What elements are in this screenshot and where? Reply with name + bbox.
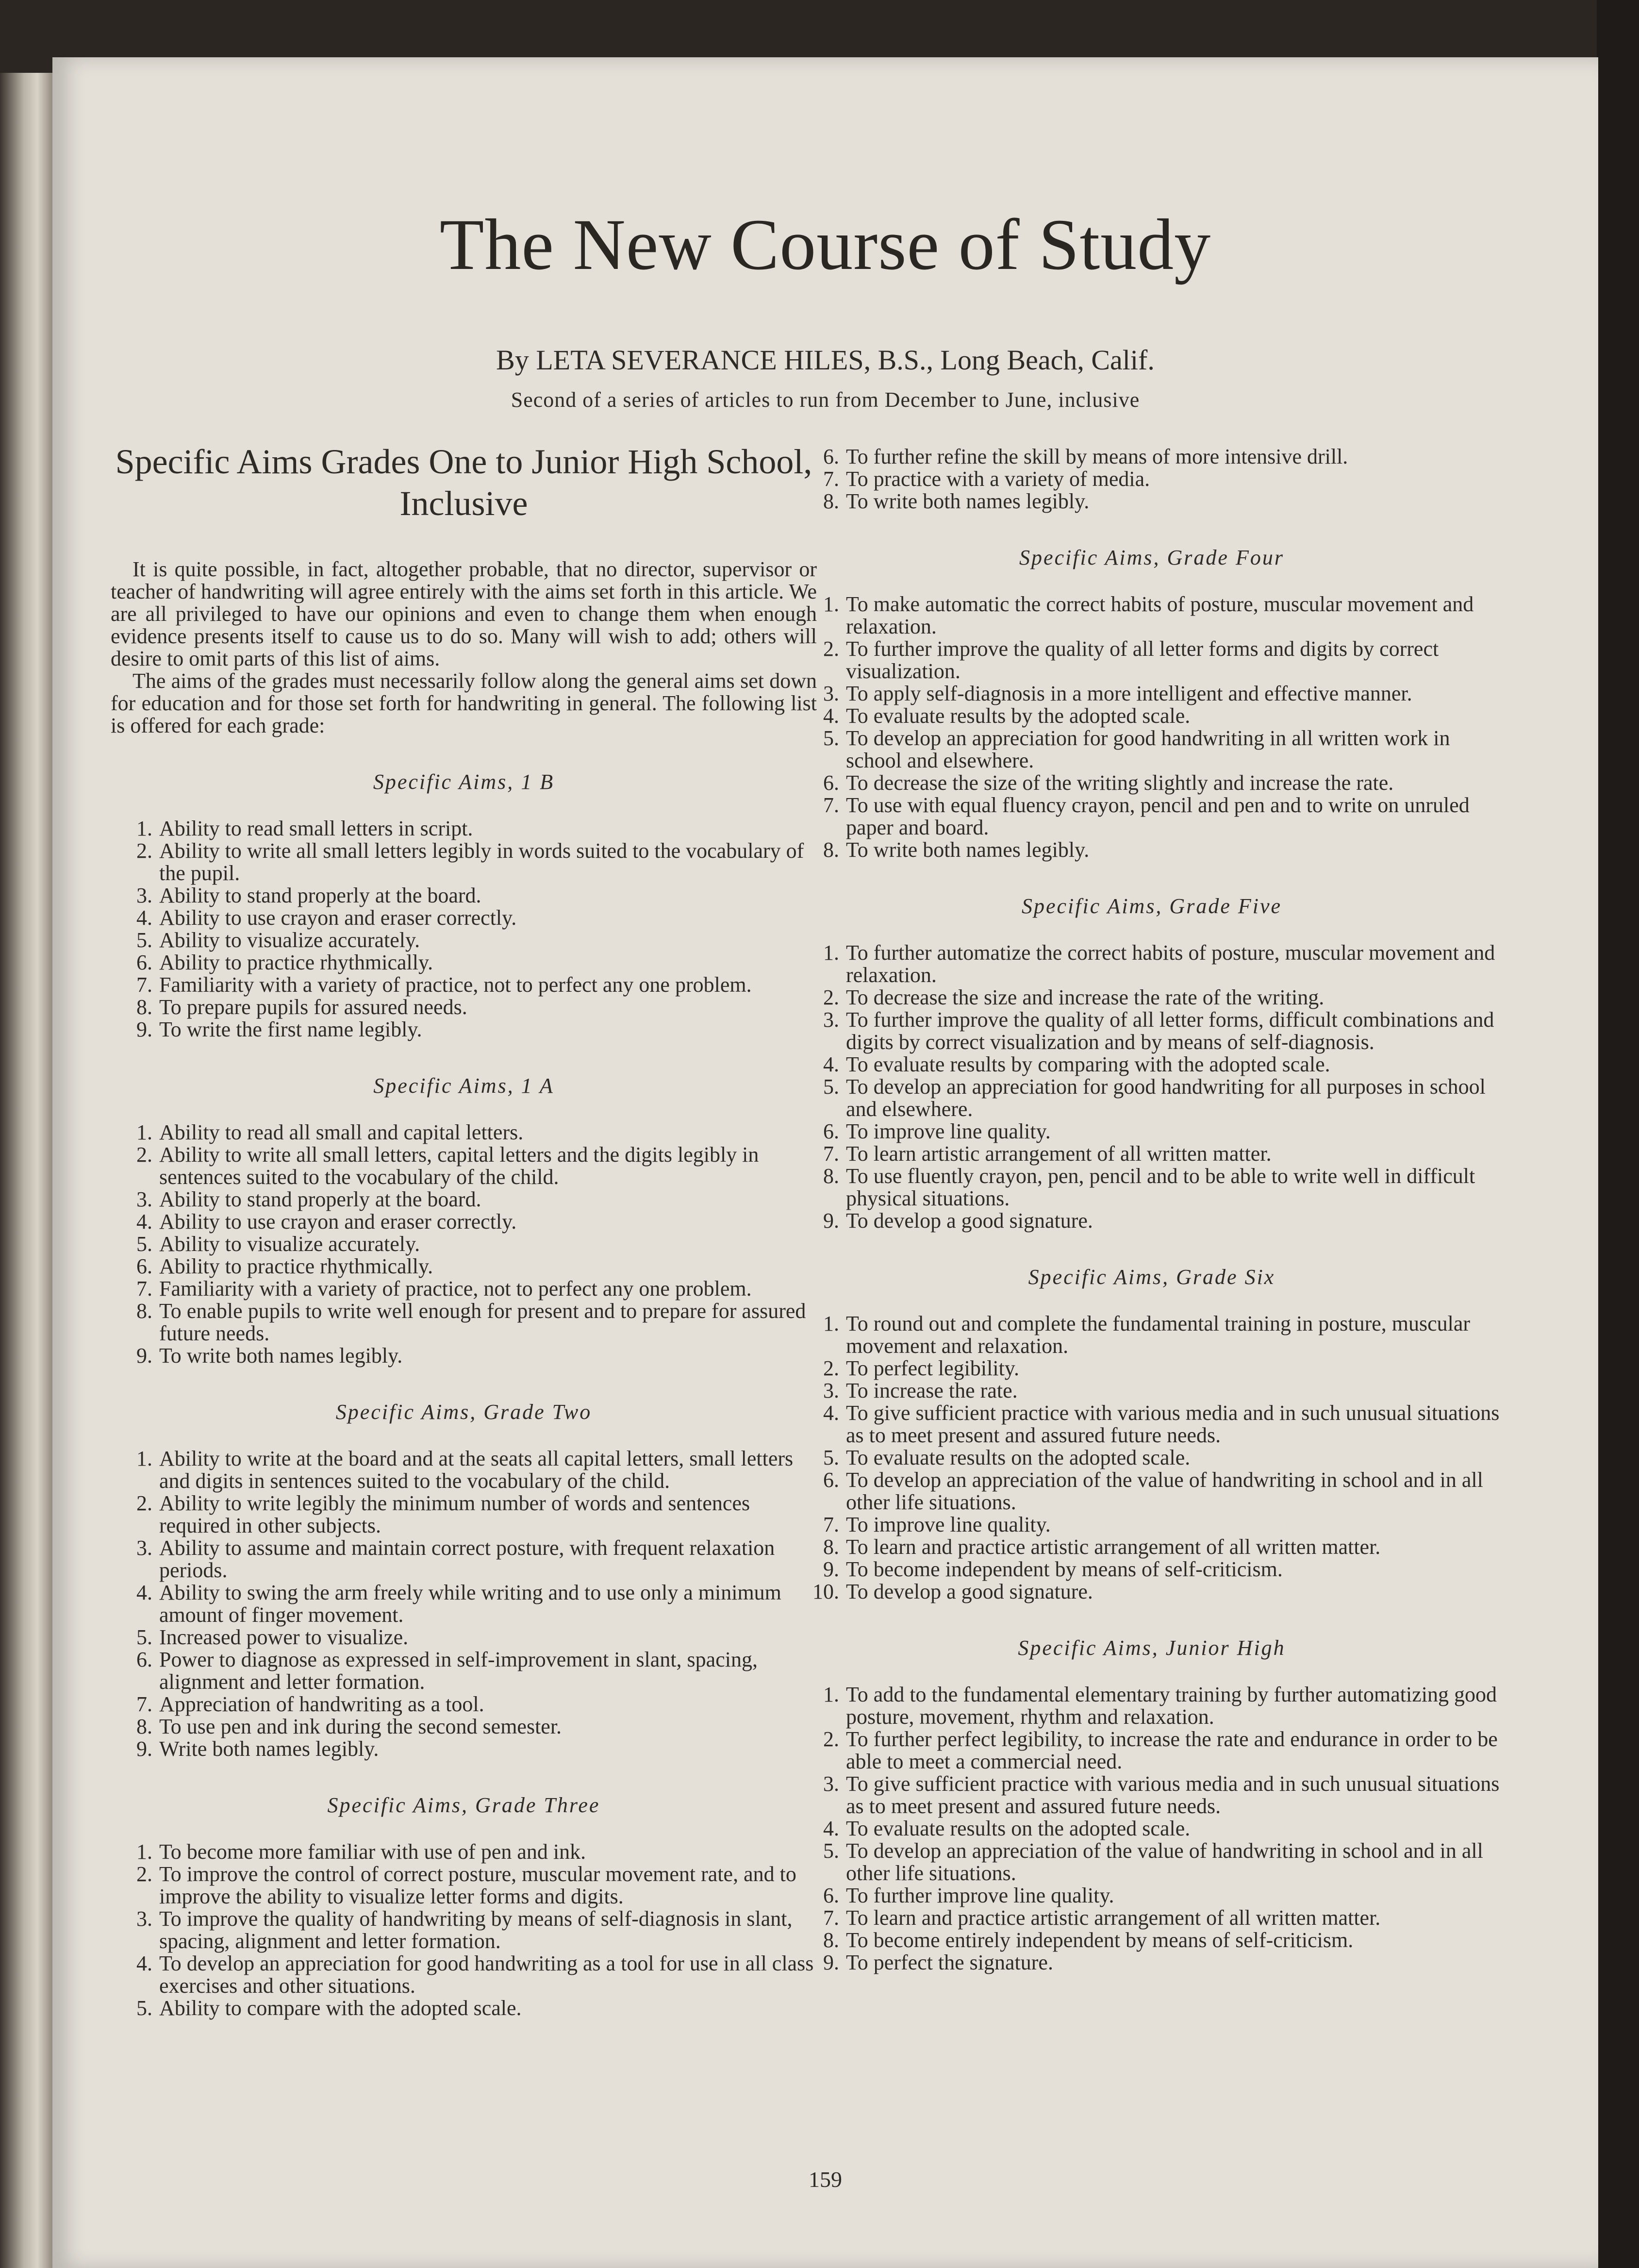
aim-number: 7. [823,467,839,491]
page-number: 159 [809,2167,842,2192]
aim-item [797,1380,1506,1402]
aim-item [797,772,1506,794]
aim-text: To make automatic the correct habits of posture, muscular movement and relaxation. [846,592,1474,638]
aim-number: 2. [136,1143,152,1167]
aim-number: 9. [136,1344,152,1367]
aims-list [797,446,1506,513]
aim-number: 2. [136,1862,152,1886]
aim-text: To become entirely independent by means of self-criticism. [846,1928,1354,1952]
grade-section-grade-three-continued [797,446,1506,513]
aim-number: 8. [823,838,839,862]
aim-text: To further automatize the correct habits of posture, muscular movement and relaxation. [846,941,1495,987]
aim-item [797,986,1506,1009]
aim-number: 5. [823,1446,839,1469]
series-note: Second of a series of articles to run from December to June, inclusive [511,388,1140,412]
aim-text: To further improve line quality. [846,1884,1114,1907]
aim-text: Ability to swing the arm freely while writing and to use only a minimum amount of finger movement. [159,1581,781,1627]
aim-number: 7. [823,793,839,817]
aim-text: To evaluate results by the adopted scale. [846,704,1191,728]
aim-number: 10. [812,1580,839,1603]
grade-section-1b [111,771,817,1041]
aim-item [111,1649,817,1693]
aim-item [797,1210,1506,1232]
aim-text: Ability to write all small letters legibly in words suited to the vocabulary of the pupil. [159,839,804,885]
aim-text: To prepare pupils for assured needs. [159,995,467,1019]
grade-section-junior-high [797,1637,1506,1974]
aim-text: To add to the fundamental elementary training by further automatizing good posture, movement, rhythm and relaxation. [846,1683,1497,1729]
aim-text: To improve the control of correct posture, muscular movement rate, and to improve the ability to visualize letter forms and digits. [159,1862,796,1908]
aim-item [111,1233,817,1255]
aims-list [797,1684,1506,1974]
aim-item [797,468,1506,490]
grade-heading: Specific Aims, 1 B [373,770,555,794]
aim-text: To develop a good signature. [846,1209,1093,1233]
aim-item [797,1313,1506,1357]
aim-number: 1. [823,592,839,616]
aim-number: 8. [136,1299,152,1323]
aim-item [797,1076,1506,1120]
aim-number: 4. [136,1581,152,1604]
aim-item [797,727,1506,772]
aim-number: 3. [136,1536,152,1560]
aim-text: To become independent by means of self-criticism. [846,1557,1283,1581]
aim-number: 2. [823,985,839,1009]
aim-number: 8. [823,1164,839,1188]
aim-number: 3. [823,1379,839,1402]
aim-number: 2. [136,1491,152,1515]
aim-text: To evaluate results on the adopted scale. [846,1446,1191,1469]
aims-list [797,593,1506,861]
aim-text: To learn artistic arrangement of all written matter. [846,1142,1272,1166]
aim-item [797,1840,1506,1884]
aim-number: 1. [823,1312,839,1335]
aim-item [111,1345,817,1367]
aim-text: Ability to read all small and capital letters. [159,1120,524,1144]
intro-text [111,558,817,737]
aim-number: 4. [823,704,839,728]
aim-number: 1. [823,941,839,965]
aim-item [111,1997,817,2019]
aims-list [111,817,817,1041]
aim-number: 6. [823,1119,839,1143]
aim-number: 4. [136,906,152,930]
right-column [797,446,1506,1974]
aim-text: Ability to stand properly at the board. [159,1187,481,1211]
aim-item [797,1684,1506,1728]
aim-text: Ability to compare with the adopted scale. [159,1996,522,2020]
aim-text: To evaluate results by comparing with the adopted scale. [846,1052,1330,1076]
aim-item [797,1009,1506,1053]
aim-item [111,1537,817,1582]
aim-item [797,1514,1506,1536]
aim-text: To become more familiar with use of pen and ink. [159,1840,586,1864]
aim-text: To further improve the quality of all letter forms and digits by correct visualization. [846,637,1439,683]
aim-item [111,1626,817,1649]
aims-list [111,1121,817,1367]
aim-number: 5. [136,1996,152,2020]
aim-text: Ability to practice rhythmically. [159,951,433,974]
aim-text: To improve the quality of handwriting by means of self-diagnosis in slant, spacing, alignment and letter formation. [159,1907,793,1953]
aim-item [111,1952,817,1997]
aim-number: 7. [823,1906,839,1930]
aim-number: 6. [823,1884,839,1907]
aim-text: To develop an appreciation of the value of handwriting in school and in all other life situations. [846,1468,1483,1514]
aim-item [111,1863,817,1908]
aim-text: Ability to use crayon and eraser correctly. [159,906,517,930]
aim-text: Ability to read small letters in script. [159,817,473,840]
aim-text: To further improve the quality of all letter forms, difficult combinations and digits by correct visualization and by means of self-diagnosis. [846,1008,1494,1054]
aims-list [797,942,1506,1232]
aim-item [797,1120,1506,1143]
aim-number: 2. [823,1356,839,1380]
aim-number: 1. [136,1840,152,1864]
aim-item [797,839,1506,861]
aim-number: 7. [136,1692,152,1716]
aim-text: To write the first name legibly. [159,1017,422,1041]
aim-text: Ability to use crayon and eraser correctly. [159,1210,517,1234]
aim-item [111,1278,817,1300]
aim-text: To enable pupils to write well enough for present and to prepare for assured future needs. [159,1299,806,1345]
aim-number: 9. [136,1017,152,1041]
grade-heading: Specific Aims, Grade Two [335,1400,592,1424]
aim-item [111,1841,817,1863]
grade-section-grade-three [111,1794,817,2019]
aim-item [797,1581,1506,1603]
aim-text: To perfect legibility. [846,1356,1019,1380]
aim-text: To develop an appreciation of the value of handwriting in school and in all other life situations. [846,1839,1483,1885]
aim-text: Familiarity with a variety of practice, not to perfect any one problem. [159,973,752,997]
aim-item [111,1693,817,1716]
aim-text: Ability to assume and maintain correct posture, with frequent relaxation periods. [159,1536,775,1582]
aim-item [797,1884,1506,1907]
aim-text: Ability to write all small letters, capital letters and the digits legibly in sentences suited to the vocabulary of the child. [159,1143,759,1189]
aim-number: 5. [136,1232,152,1256]
aim-item [111,974,817,996]
aim-text: To decrease the size and increase the rate of the writing. [846,985,1324,1009]
aim-text: To write both names legibly. [846,489,1090,513]
aim-number: 9. [823,1209,839,1233]
aim-item [111,884,817,907]
aim-item [797,1818,1506,1840]
facing-page-edge [0,73,53,2268]
aim-text: To give sufficient practice with various media and in such unusual situations as to meet present and assured future needs. [846,1772,1500,1818]
aim-text: To apply self-diagnosis in a more intelligent and effective manner. [846,682,1412,705]
grade-heading: Specific Aims, 1 A [373,1074,554,1098]
aim-item [797,683,1506,705]
aim-item [797,1773,1506,1818]
aim-item [797,1907,1506,1929]
aim-text: To use pen and ink during the second semester. [159,1715,562,1738]
aim-text: Appreciation of handwriting as a tool. [159,1692,484,1716]
aim-item [797,1558,1506,1581]
aim-number: 5. [823,726,839,750]
article-byline: By LETA SEVERANCE HILES, B.S., Long Beach, Calif. [496,344,1155,376]
aim-number: 1. [823,1683,839,1706]
aim-text: To round out and complete the fundamental training in posture, muscular movement and relaxation. [846,1312,1471,1358]
aim-number: 6. [136,1648,152,1671]
left-column [111,441,817,2019]
aims-list [797,1313,1506,1603]
aim-text: To write both names legibly. [159,1344,403,1367]
aim-item [111,1018,817,1041]
aim-item [797,638,1506,683]
aim-number: 8. [823,1535,839,1559]
aim-item [111,1255,817,1278]
aim-item [111,1448,817,1492]
aim-number: 6. [823,771,839,795]
aim-number: 5. [136,1625,152,1649]
aim-item [111,1300,817,1345]
aim-text: To increase the rate. [846,1379,1018,1402]
aim-number: 5. [823,1839,839,1863]
aim-number: 9. [823,1951,839,1974]
aim-number: 4. [823,1052,839,1076]
aim-text: To practice with a variety of media. [846,467,1150,491]
aim-item [797,1447,1506,1469]
aim-number: 9. [136,1737,152,1761]
grade-section-grade-two [111,1401,817,1760]
aim-item [797,1951,1506,1974]
aim-text: To improve line quality. [846,1513,1051,1536]
aim-text: To improve line quality. [846,1119,1051,1143]
grade-section-grade-four [797,547,1506,861]
aim-number: 3. [823,1008,839,1032]
aim-number: 8. [136,995,152,1019]
aim-item [111,817,817,840]
aim-text: To write both names legibly. [846,838,1090,862]
aim-number: 4. [823,1401,839,1425]
aim-item [111,951,817,974]
aim-number: 5. [136,928,152,952]
aim-number: 6. [823,1468,839,1492]
aim-text: To develop an appreciation for good handwriting as a tool for use in all class exercises and other situations. [159,1951,814,1998]
aim-item [797,1357,1506,1380]
aim-text: Power to diagnose as expressed in self-improvement in slant, spacing, alignment and letter formation. [159,1648,758,1694]
aim-number: 7. [136,973,152,997]
aim-number: 8. [136,1715,152,1738]
aim-number: 3. [136,884,152,907]
aim-text: To further refine the skill by means of more intensive drill. [846,445,1348,468]
aim-item [111,929,817,951]
aim-item [797,1728,1506,1773]
grade-section-grade-five [797,895,1506,1232]
scan-background [1597,0,1639,2268]
aim-number: 8. [823,489,839,513]
aim-item [797,446,1506,468]
aim-number: 3. [823,1772,839,1796]
aim-number: 7. [136,1277,152,1301]
aim-number: 4. [823,1817,839,1840]
aim-text: To learn and practice artistic arrangement of all written matter. [846,1906,1381,1930]
aim-text: To use fluently crayon, pen, pencil and to be able to write well in difficult physical situations. [846,1164,1475,1210]
grade-section-grade-six [797,1266,1506,1603]
aim-item [797,1143,1506,1165]
grade-section-1a [111,1075,817,1367]
aim-text: To develop an appreciation for good handwriting in all written work in school and elsewhere. [846,726,1450,772]
aim-text: Ability to write at the board and at the seats all capital letters, small letters and digits in sentences suited to the vocabulary of the child. [159,1447,794,1493]
aim-number: 4. [136,1210,152,1234]
aim-item [111,996,817,1018]
aim-item [797,1165,1506,1210]
aim-item [111,840,817,884]
aim-text: To learn and practice artistic arrangement of all written matter. [846,1535,1381,1559]
aim-text: To evaluate results on the adopted scale. [846,1817,1191,1840]
aim-number: 8. [823,1928,839,1952]
aims-list [111,1841,817,2019]
aim-number: 7. [823,1142,839,1166]
aim-item [111,1908,817,1952]
section-heading: Specific Aims Grades One to Junior High School, Inclusive [115,442,812,523]
aim-item [797,1536,1506,1558]
aim-item [797,1053,1506,1076]
aim-text: To give sufficient practice with various media and in such unusual situations as to meet present and assured future needs. [846,1401,1500,1447]
aim-number: 4. [136,1951,152,1975]
aim-number: 2. [823,1727,839,1751]
aims-list [111,1448,817,1760]
magazine-page [52,57,1598,2268]
aim-item [797,593,1506,638]
aim-item [111,1716,817,1738]
aim-item [111,1492,817,1537]
intro-paragraph: It is quite possible, in fact, altogether probable, that no director, supervisor or teacher of handwriting will agree entirely with the aims set forth in this article. We are all privileged to have our opinions and even to change them when enough evidence presents itself to cause us to do so. Many will wish to add; others will desire to omit parts of this list of aims. [111,557,817,670]
aim-number: 3. [823,682,839,705]
aim-text: To use with equal fluency crayon, pencil and pen and to write on unruled paper and board. [846,793,1470,839]
aim-number: 6. [823,445,839,468]
aim-item [797,1402,1506,1447]
aim-number: 5. [823,1075,839,1099]
grade-heading: Specific Aims, Grade Four [1019,546,1284,569]
aim-item [797,1929,1506,1951]
article-title: The New Course of Study [439,204,1211,285]
aim-text: Ability to visualize accurately. [159,1232,420,1256]
aim-item [111,1211,817,1233]
grade-heading: Specific Aims, Junior High [1018,1636,1286,1660]
aim-item [111,1582,817,1626]
grade-heading: Specific Aims, Grade Six [1028,1265,1275,1289]
intro-paragraph: The aims of the grades must necessarily follow along the general aims set down for education and for those set forth for handwriting in general. The following list is offered for each grade: [111,669,817,737]
aim-text: Increased power to visualize. [159,1625,409,1649]
aim-number: 6. [136,951,152,974]
aim-number: 1. [136,1120,152,1144]
aim-item [797,942,1506,986]
aim-text: To develop a good signature. [846,1580,1093,1603]
aim-item [797,794,1506,839]
aim-text: Familiarity with a variety of practice, not to perfect any one problem. [159,1277,752,1301]
aim-item [111,1188,817,1211]
aim-text: To decrease the size of the writing slightly and increase the rate. [846,771,1394,795]
aim-item [797,705,1506,727]
aim-text: To further perfect legibility, to increase the rate and endurance in order to be able to meet a commercial need. [846,1727,1498,1773]
aim-number: 2. [136,839,152,863]
grade-heading: Specific Aims, Grade Five [1021,894,1282,918]
aim-item [797,1469,1506,1514]
aim-item [111,1121,817,1144]
aim-text: To perfect the signature. [846,1951,1053,1974]
aim-number: 3. [136,1187,152,1211]
aim-item [111,1738,817,1760]
aim-text: Ability to stand properly at the board. [159,884,481,907]
aim-number: 1. [136,1447,152,1470]
aim-number: 1. [136,817,152,840]
aim-number: 9. [823,1557,839,1581]
aim-text: Write both names legibly. [159,1737,379,1761]
aim-text: Ability to visualize accurately. [159,928,420,952]
aim-text: To develop an appreciation for good handwriting for all purposes in school and elsewhere. [846,1075,1486,1121]
grade-heading: Specific Aims, Grade Three [327,1793,600,1817]
aim-text: Ability to practice rhythmically. [159,1254,433,1278]
aim-item [797,490,1506,513]
aim-number: 2. [823,637,839,661]
aim-number: 3. [136,1907,152,1931]
aim-item [111,1144,817,1188]
aim-text: Ability to write legibly the minimum number of words and sentences required in other subjects. [159,1491,750,1537]
aim-item [111,907,817,929]
aim-number: 7. [823,1513,839,1536]
aim-number: 6. [136,1254,152,1278]
